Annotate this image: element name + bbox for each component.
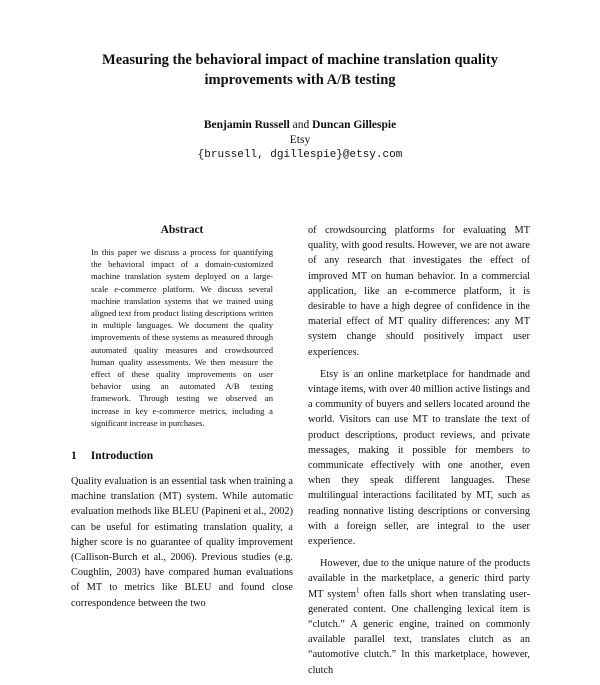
affiliation: Etsy	[289, 134, 311, 146]
author-2: Duncan Gillespie	[312, 119, 397, 131]
left-column	[71, 224, 293, 611]
introduction-text: Quality evaluation is an essential task when training a machine translation (MT) system. While automatic evaluation methods like BLEU (Papineni et al., 2002) can be useful for estimating translation quality, a higher score is no guarantee of quality improvement (Callison-Burch et al., 2006). Previous studies (e.g. Coughlin, 2003) have compared human evaluations of MT to metrics like BLEU and found close correspondence between the two	[71, 476, 293, 609]
right-paragraph-3	[308, 556, 530, 678]
author-separator: and	[292, 119, 310, 131]
section-title: Introduction	[90, 450, 154, 463]
paragraph-3-end: often falls short when translating user-generated content. One challenging lexical item is “clutch.” A generic engine, trained on commonly available parallel text, translates clutch as an “automotive clutch.” In this marketplace, however, clutch	[308, 588, 531, 676]
title-line-2: improvements with A/B testing	[204, 72, 396, 88]
author-email: {brussell, dgillespie}@etsy.com	[197, 149, 403, 161]
section-heading-introduction	[71, 450, 293, 462]
paper-title	[0, 50, 600, 90]
abstract-text: In this paper we discuss a process for quantifying the behavioral impact of a domain-customized machine translation system deployed on a large-scale e-commerce platform. We discuss several machine translation systems that we trained using aligned text from product listing descriptions written in multiple languages. We document the quality improvements of these systems as measured through automated quality measures and crowdsourced human quality assessments. We then measure the effect of these quality improvements on user behavior using an automated A/B testing framework. Through testing we observed an increase in key e-commerce metrics, including a significant increase in purchases.	[91, 247, 273, 428]
title-line-1: Measuring the behavioral impact of machine translation quality	[102, 52, 498, 68]
footnote-marker: 1	[356, 586, 360, 595]
right-paragraph-2: Etsy is an online marketplace for handmade and vintage items, with over 40 million active listings and a community of buyers and sellers located around the world. Visitors can use MT to translate the text of product descriptions, product reviews, and private messages, making it possible for members to communicate effectively with one another, even when they speak different languages. These multilingual interactions facilitated by MT, such as reading nonnative listing descriptions or conversing with a foreign seller, are integral to the user experience.	[308, 368, 530, 548]
right-paragraph-1: of crowdsourcing platforms for evaluating MT quality, with good results. However, we are not aware of any research that investigates the effect of improved MT on human behavior. In a commercial application, like an e-commerce platform, it is desirable to have a high degree of confidence in the material effect of MT quality differences: any MT system change should positively impact user experiences.	[308, 225, 530, 358]
abstract-heading: Abstract	[160, 224, 204, 236]
authors	[0, 118, 600, 133]
section-number: 1	[71, 450, 77, 463]
author-1: Benjamin Russell	[203, 119, 290, 131]
right-column	[308, 223, 530, 685]
paragraph-3-start: However, due to the unique nature of the products available in the marketplace, a generic third party MT system	[308, 558, 530, 600]
